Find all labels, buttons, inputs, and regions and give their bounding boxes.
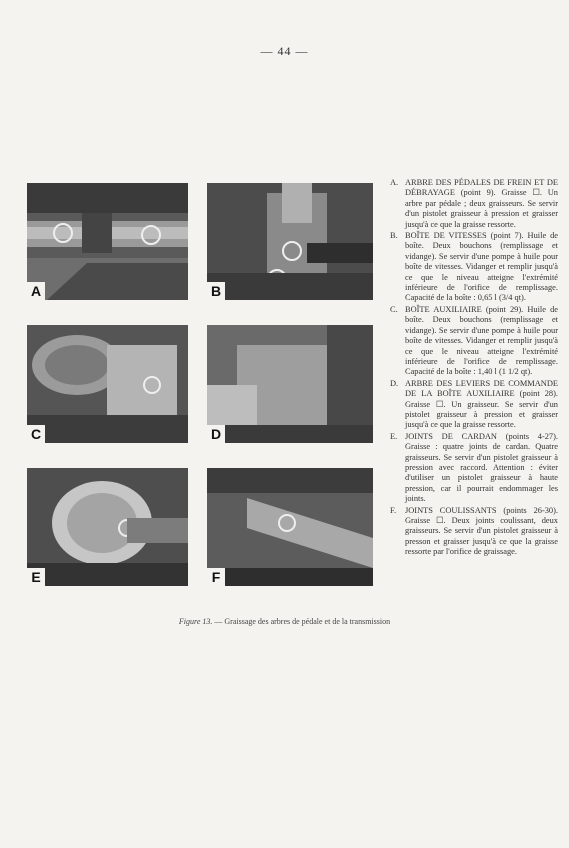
entry-heading: JOINTS DE CARDAN bbox=[405, 431, 497, 441]
photo-letter: D bbox=[207, 425, 225, 443]
photo-b-image bbox=[207, 183, 373, 300]
entry-body: (point 9). Graisse ☐. Un arbre par pédale ; deux graisseurs. Se servir d'un pistolet graisseur à pression et graisser jusqu'à ce que la graisse ressorte. bbox=[405, 188, 558, 229]
entry-auxiliary-gearbox bbox=[390, 305, 558, 378]
photo-d-image bbox=[207, 325, 373, 443]
entry-heading: JOINTS COULISSANTS bbox=[405, 505, 497, 515]
entry-sliding-joints bbox=[390, 506, 558, 558]
entry-letter: B. bbox=[390, 231, 398, 241]
entry-pedal-shaft bbox=[390, 178, 558, 230]
photo-auxiliary-levers-shaft bbox=[207, 325, 373, 443]
lubrication-list bbox=[390, 178, 558, 559]
photo-brake-clutch-pedal-shaft bbox=[27, 183, 188, 300]
entry-letter: E. bbox=[390, 431, 398, 441]
photo-sliding-joints bbox=[207, 468, 373, 586]
figure-caption bbox=[0, 617, 569, 626]
caption-label: Figure 13. bbox=[178, 617, 213, 626]
entry-letter: D. bbox=[390, 378, 399, 388]
photo-letter: E bbox=[27, 568, 45, 586]
photo-c-image bbox=[27, 325, 188, 443]
caption-text: — Graissage des arbres de pédale et de la transmission bbox=[212, 617, 391, 626]
entry-letter: A. bbox=[390, 178, 399, 187]
photo-letter: A bbox=[27, 282, 45, 300]
entry-body: (point 28). Graisse ☐. Un graisseur. Se servir d'un pistolet graisseur à pression et graisser jusqu'à ce que la graisse ressorte. bbox=[405, 389, 559, 430]
entry-gearbox bbox=[390, 231, 558, 304]
photo-letter: F bbox=[207, 568, 225, 586]
entry-letter: F. bbox=[390, 505, 397, 515]
entry-body: (point 7). Huile de boîte. Deux bouchons (remplissage et vidange). Se servir d'une pompe à huile pour boîte de vitesses. Vidanger et remplir jusqu'à ce que le niveau atteigne l'extrémité inférieure de l'orifice de remplissage. Capacité de la boîte : 0,65 l (3/4 qt). bbox=[405, 231, 558, 303]
entry-auxiliary-levers bbox=[390, 379, 558, 431]
entry-body: (points 4-27). Graisse : quatre joints de cardan. Quatre graisseurs. Se servir d'un pistolet graisseur à pression avec raccord. Attention : éviter d'utiliser un pistolet graisseur à haute pression, car il pourrait endommager les joints. bbox=[405, 431, 559, 504]
entry-body: (points 26-30). Graisse ☐. Deux joints coulissant, deux graisseurs. Se servir d'un pistolet graisseur à presson et graisser jusqu'à ce que la graisse ressorte par l'orifice de graissage. bbox=[405, 505, 558, 557]
photo-letter: B bbox=[207, 282, 225, 300]
photo-gearbox bbox=[207, 183, 373, 300]
photo-a-image bbox=[27, 183, 188, 300]
entry-heading: ARBRE DES PÉDALES DE FREIN ET DE DÉBRAYAGE bbox=[405, 178, 558, 198]
photo-auxiliary-gearbox bbox=[27, 325, 188, 443]
entry-heading: ARBRE DES LEVIERS DE COMMANDE DE LA BOÎTE AUXILIAIRE bbox=[405, 378, 558, 399]
entry-letter: C. bbox=[390, 304, 398, 314]
entry-body: (point 29). Huile de boîte. Deux bouchons (remplissage et vidange). Se servir d'une pompe à huile pour boîte de vitesses. Vidanger et remplir jusqu'à ce que le niveau atteigne l'extrémité inférieure de l'orifice de remplissage. Capacité de la boîte : 1,40 l (1 1/2 qt). bbox=[405, 304, 558, 377]
photo-e-image bbox=[27, 468, 188, 586]
entry-heading: BOÎTE AUXILIAIRE bbox=[405, 304, 482, 314]
page-number: — 44 — bbox=[260, 44, 309, 58]
photo-f-image bbox=[207, 468, 373, 586]
entry-heading: BOÎTE DE VITESSES bbox=[405, 231, 487, 241]
photo-cardan-joints bbox=[27, 468, 188, 586]
photo-letter: C bbox=[27, 425, 45, 443]
entry-cardan-joints bbox=[390, 432, 558, 505]
